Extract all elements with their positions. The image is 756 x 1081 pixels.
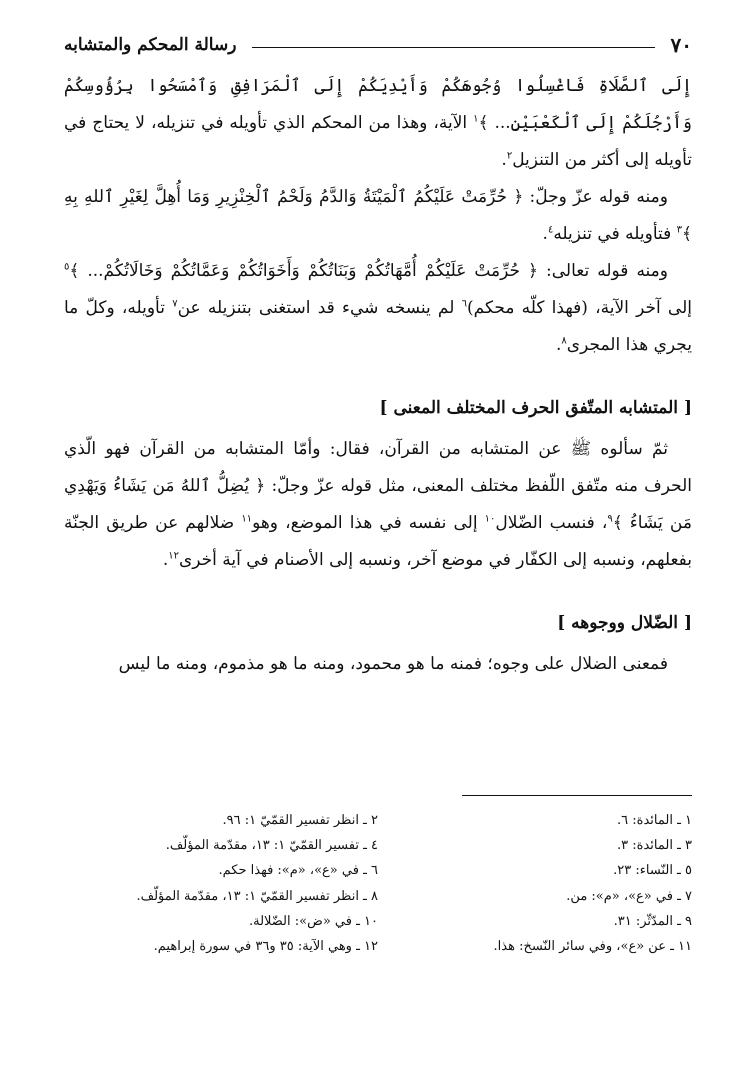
footnote: ٤ ـ تفسير القمّيّ ١: ١٣، مقدّمة المؤلّف. xyxy=(165,838,378,854)
footnote-ref: ١١ xyxy=(241,513,253,525)
paragraph-text: الآية، وهذا من المحكم الذي تأويله في تنزيله، لا يحتاج في تأويله إلى أكثر من التنزيل xyxy=(64,113,692,170)
footnote: ١٠ ـ في «ض»: الضّلالة. xyxy=(248,913,378,929)
footnote: ٥ ـ النّساء: ٢٣. xyxy=(613,863,692,879)
paragraph-text: ثمّ سألوه ﷺ عن المتشابه من القرآن، فقال: وأمّا المتشابه من القرآن فهو الّذي الحرف منه متّفق اللّفظ مختلف المعنى، مثل قوله عزّ وجلّ: ﴿ يُضِلُّ ٱللهُ مَن يَشَاءُ وَيَهْدِي مَن يَشَاءُ ﴾ xyxy=(64,439,692,533)
footnote-ref: ٨ xyxy=(561,335,567,347)
footnote: ١١ ـ عن «ع»، وفي سائر النّسخ: هذا. xyxy=(493,939,692,955)
paragraph-text: إلى آخر الآية، (فهذا كلّه محكم) xyxy=(467,298,692,318)
footnote-ref: ١٢ xyxy=(168,550,179,562)
quran-verse-end: ٱلْكَعْبَيْنِ... ﴾ xyxy=(478,113,581,133)
paragraph-2: ومنه قوله عزّ وجلّ: ﴿ حُرِّمَتْ عَلَيْكُمُ ٱلْمَيْتَةُ وَالدَّمُ وَلَحْمُ ٱلْخِنْزِيرِ وَمَا أُهِلَّ لِغَيْرِ ٱللهِ بِهِ ﴾$^٣$ فتأويله في تنزيله$^٤$. xyxy=(64,187,692,244)
paragraph-5: فمعنى الضلال على وجوه؛ فمنه ما هو محمود، ومنه ما هو مذموم، ومنه ما ليس xyxy=(118,654,668,674)
page-number: ٧٠ xyxy=(670,33,692,57)
footnote: ١ ـ المائدة: ٦. xyxy=(617,813,692,828)
footnotes xyxy=(64,808,692,959)
footnote: ١٢ ـ وهي الآية: ٣٥ و٣٦ في سورة إبراهيم. xyxy=(153,939,378,955)
footnote: ٦ ـ في «ع»، «م»: فهذا حكم. xyxy=(218,863,378,879)
footnote-ref: ١٠ xyxy=(484,513,496,525)
page-header xyxy=(64,28,692,62)
footnote-ref: ١ xyxy=(473,113,479,125)
paragraph-text: تأويله، وكلّ ما يجري هذا المجرى xyxy=(64,298,692,355)
paragraph-4: ثمّ سألوه ﷺ عن المتشابه من القرآن، فقال: وأمّا المتشابه من القرآن فهو الّذي الحرف منه متّفق اللّفظ مختلف المعنى، مثل قوله عزّ وجلّ: ﴿ يُضِلُّ ٱللهُ مَن يَشَاءُ وَيَهْدِي مَن يَشَاءُ ﴾$^٩$، فنسب الضّلال$^{١٠}$ إلى نفسه في هذا الموضع، وهو$^{١١}$ ضلالهم عن طريق الجنّة بفعلهم، ونسبه إلى الكفّار في موضع آخر، ونسبه إلى الأصنام في آية أخرى$^{١٢}$. xyxy=(64,439,692,570)
header-rule xyxy=(252,47,654,48)
footnote: ٩ ـ المدّثّر: ٣١. xyxy=(613,913,692,929)
paragraph-text: ومنه قوله عزّ وجلّ: ﴿ حُرِّمَتْ عَلَيْكُمُ ٱلْمَيْتَةُ وَالدَّمُ وَلَحْمُ ٱلْخِنْزِيرِ وَمَا أُهِلَّ لِغَيْرِ ٱللهِ بِهِ ﴾ xyxy=(64,187,692,244)
footnote: ٢ ـ انظر تفسير القمّيّ ١: ٩٦. xyxy=(222,813,378,828)
section-heading: [ الضّلال ووجوهه ] xyxy=(557,613,692,633)
paragraph-text: ومنه قوله تعالى: ﴿ حُرِّمَتْ عَلَيْكُمْ أُمَّهَاتُكُمْ وَبَنَاتُكُمْ وَأَخَوَاتُكُمْ وَعَمَّاتُكُمْ وَخَالَاتُكُمْ... ﴾ xyxy=(69,261,668,281)
footnote-ref: ٣ xyxy=(676,224,683,236)
footnote-ref: ٢ xyxy=(506,150,513,162)
paragraph-text: ضلالهم عن طريق الجنّة بفعلهم، ونسبه إلى الكفّار في موضع آخر، ونسبه إلى الأصنام في آية أخرى xyxy=(64,513,692,570)
paragraph-3: ومنه قوله تعالى: ﴿ حُرِّمَتْ عَلَيْكُمْ أُمَّهَاتُكُمْ وَبَنَاتُكُمْ وَأَخَوَاتُكُمْ وَعَمَّاتُكُمْ وَخَالَاتُكُمْ... ﴾$^٥$ إلى آخر الآية، (فهذا كلّه محكم)$^٦$ لم ينسخه شيء قد استغنى بتنزيله عن$^٧$ تأويله، وكلّ ما يجري هذا المجرى$^٨$. xyxy=(64,261,692,355)
running-title: رسالة المحكم والمتشابه xyxy=(64,35,237,55)
paragraph-text: لم ينسخه شيء قد استغنى بتنزيله عن xyxy=(177,298,462,318)
footnote-ref: ٧ xyxy=(172,298,178,310)
main-text xyxy=(64,68,692,683)
footnote-ref: ٥ xyxy=(64,261,70,273)
footnote-ref: ٩ xyxy=(607,513,613,525)
footnote: ٣ ـ المائدة: ٣. xyxy=(617,838,692,854)
footnote-separator xyxy=(462,795,692,796)
footnote: ٨ ـ انظر تفسير القمّيّ ١: ١٣، مقدّمة المؤلّف. xyxy=(136,888,378,904)
paragraph-text: إلى نفسه في هذا الموضع، وهو xyxy=(252,513,485,533)
paragraph-text: ، فنسب الضّلال xyxy=(495,513,608,533)
paragraph-text: فتأويله في تنزيله xyxy=(553,224,677,244)
paragraph-1: إِلَى ٱلصَّلَاةِ فَاغْسِلُوا وُجُوهَكُمْ وَأَيْدِيَكُمْ إِلَى ٱلْمَرَافِقِ وَٱمْسَحُوا بِرُؤُوسِكُمْ وَأَرْجُلَكُمْ إِلَى ٱلْكَعْبَيْنِ... ﴾$^١$ الآية، وهذا من المحكم الذي تأويله في تنزيله، لا يحتاج في تأويله إلى أكثر من التنزيل$^٢$. xyxy=(64,76,693,170)
quran-verse: إِلَى ٱلصَّلَاةِ فَاغْسِلُوا وُجُوهَكُمْ وَأَيْدِيَكُمْ إِلَى ٱلْمَرَافِقِ وَٱمْسَحُوا بِرُؤُوسِكُمْ وَأَرْجُلَكُمْ إِلَى xyxy=(64,76,693,133)
section-heading: [ المتشابه المتّفق الحرف المختلف المعنى ] xyxy=(379,398,692,418)
footnote-ref: ٦ xyxy=(461,298,468,310)
footnote-ref: ٤ xyxy=(547,224,554,236)
footnote: ٧ ـ في «ع»، «م»: من. xyxy=(566,888,692,904)
